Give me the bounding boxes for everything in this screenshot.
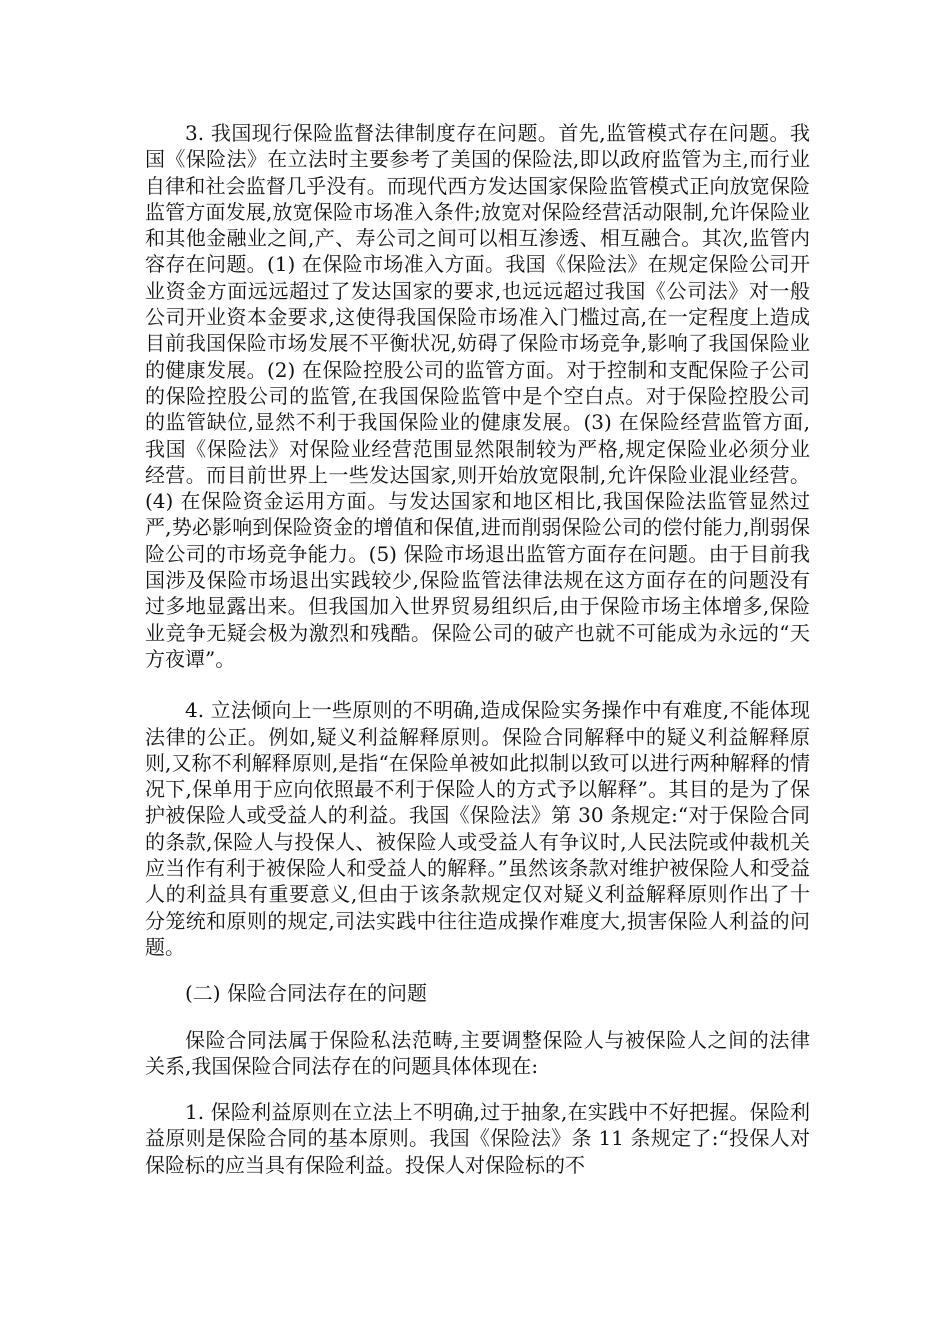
paragraph-contract-law-intro: 保险合同法属于保险私法范畴,主要调整保险人与被保险人之间的法律关系,我国保险合同法存在的问题具体体现在:	[145, 1027, 810, 1078]
document-page	[145, 120, 810, 1178]
paragraph-regulation-problems: 3. 我国现行保险监督法律制度存在问题。首先,监管模式存在问题。我国《保险法》在立法时主要参考了美国的保险法,即以政府监管为主,而行业自律和社会监督几乎没有。而现代西方发达国家保险监管模式正向放宽保险监管方面发展,放宽保险市场准入条件;放宽对保险经营活动限制,允许保险业和其他金融业之间,产、寿公司之间可以相互渗透、相互融合。其次,监管内容存在问题。(1) 在保险市场准入方面。我国《保险法》在规定保险公司开业资金方面远远超过了发达国家的要求,也远远超过我国《公司法》对一般公司开业资本金要求,这使得我国保险市场准入门槛过高,在一定程度上造成目前我国保险市场发展不平衡状况,妨碍了保险市场竞争,影响了我国保险业的健康发展。(2) 在保险控股公司的监管方面。对于控制和支配保险子公司的保险控股公司的监管,在我国保险监管中是个空白点。对于保险控股公司的监管缺位,显然不利于我国保险业的健康发展。(3) 在保险经营监管方面,我国《保险法》对保险业经营范围显然限制较为严格,规定保险业必须分业经营。而目前世界上一些发达国家,则开始放宽限制,允许保险业混业经营。(4) 在保险资金运用方面。与发达国家和地区相比,我国保险法监管显然过严,势必影响到保险资金的增值和保值,进而削弱保险公司的偿付能力,削弱保险公司的市场竞争能力。(5) 保险市场退出监管方面存在问题。由于目前我国涉及保险市场退出实践较少,保险监管法律法规在这方面存在的问题没有过多地显露出来。但我国加入世界贸易组织后,由于保险市场主体增多,保险业竞争无疑会极为激烈和残酷。保险公司的破产也就不可能成为永远的“天方夜谭”。	[145, 121, 810, 671]
paragraph-insurable-interest: 1. 保险利益原则在立法上不明确,过于抽象,在实践中不好把握。保险利益原则是保险合同的基本原则。我国《保险法》条 11 条规定了:“投保人对保险标的应当具有保险利益。投保人对保险标的不	[145, 1100, 810, 1177]
paragraph-legislative-principles: 4. 立法倾向上一些原则的不明确,造成保险实务操作中有难度,不能体现法律的公正。例如,疑义利益解释原则。保险合同解释中的疑义利益解释原则,又称不利解释原则,是指“在保险单被如此拟制以致可以进行两种解释的情况下,保单用于应向依照最不利于保险人的方式予以解释”。其目的是为了保护被保险人或受益人的利益。我国《保险法》第 30 条规定:“对于保险合同的条款,保险人与投保人、被保险人或受益人有争议时,人民法院或仲裁机关应当作有利于被保险人和受益人的解释。”虽然该条款对维护被保险人和受益人的利益具有重要意义,但由于该条款规定仅对疑义利益解释原则作出了十分笼统和原则的规定,司法实践中往往造成操作难度大,损害保险人利益的问题。	[145, 698, 810, 959]
section-heading-contract-law: (二) 保险合同法存在的问题	[185, 981, 427, 1006]
